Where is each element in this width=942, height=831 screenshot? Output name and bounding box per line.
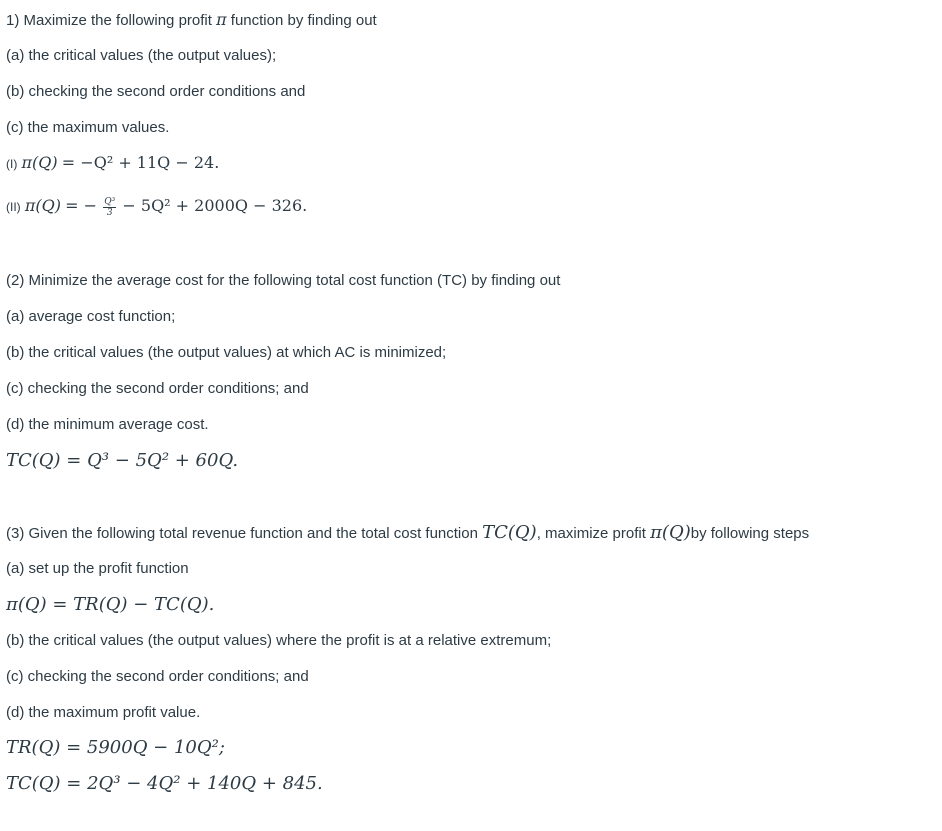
problem1-intro-text: 1) Maximize the following profit — [6, 12, 212, 29]
part1-lhs: π(Q) — [21, 153, 58, 172]
problem3-step-a: (a) set up the profit function — [6, 560, 189, 577]
problem3-step-c: (c) checking the second order conditions; and — [6, 668, 309, 685]
part2-rest: − 5Q² + 2000Q − 326. — [122, 196, 308, 215]
part2-label: (II) — [6, 200, 21, 214]
problem3-intro-pi: π(Q) — [650, 522, 691, 543]
problem3-intro — [6, 523, 809, 544]
problem1-part2 — [6, 196, 307, 218]
problem2-step-c: (c) checking the second order conditions; and — [6, 380, 309, 397]
problem1-intro-end: function by finding out — [230, 12, 377, 29]
problem1-part1 — [6, 153, 219, 174]
part1-rhs: = −Q² + 11Q − 24. — [61, 153, 220, 172]
problem1-step-c: (c) the maximum values. — [6, 119, 170, 136]
problem2-step-a: (a) average cost function; — [6, 308, 176, 325]
problem3-intro-c: by following steps — [690, 525, 810, 542]
problem2-step-b: (b) the critical values (the output values) at which AC is minimized; — [6, 344, 447, 361]
problem3-step-d: (d) the maximum profit value. — [6, 704, 201, 721]
problem3-tc-equation: TC(Q) = 2Q³ − 4Q² + 140Q + 845. — [6, 773, 323, 794]
problem1-step-a: (a) the critical values (the output values); — [6, 47, 277, 64]
problem3-intro-tc: TC(Q) — [482, 522, 537, 543]
problem2-step-d: (d) the minimum average cost. — [6, 416, 209, 433]
problem2-intro: (2) Minimize the average cost for the following total cost function (TC) by finding out — [6, 272, 561, 289]
pi-symbol: π — [216, 10, 227, 29]
problem3-step-b: (b) the critical values (the output values) where the profit is at a relative extremum; — [6, 632, 552, 649]
problem1-step-b: (b) checking the second order conditions and — [6, 83, 306, 100]
part1-label: (I) — [6, 157, 18, 171]
problem3-profit-equation: π(Q) = TR(Q) − TC(Q). — [6, 594, 215, 615]
part2-fraction — [103, 197, 116, 218]
problem2-tc-equation: TC(Q) = Q³ − 5Q² + 60Q. — [6, 450, 239, 471]
part2-eq: = − — [65, 196, 98, 215]
problem3-intro-a: (3) Given the following total revenue function and the total cost function — [6, 525, 478, 542]
part2-lhs: π(Q) — [24, 196, 61, 215]
part2-fraction-numerator: Q³ — [104, 196, 116, 207]
problem3-intro-b: , maximize profit — [536, 525, 646, 542]
problem3-tr-equation: TR(Q) = 5900Q − 10Q²; — [6, 737, 225, 758]
part2-fraction-denominator: 3 — [106, 207, 113, 218]
problem1-intro — [6, 10, 377, 31]
